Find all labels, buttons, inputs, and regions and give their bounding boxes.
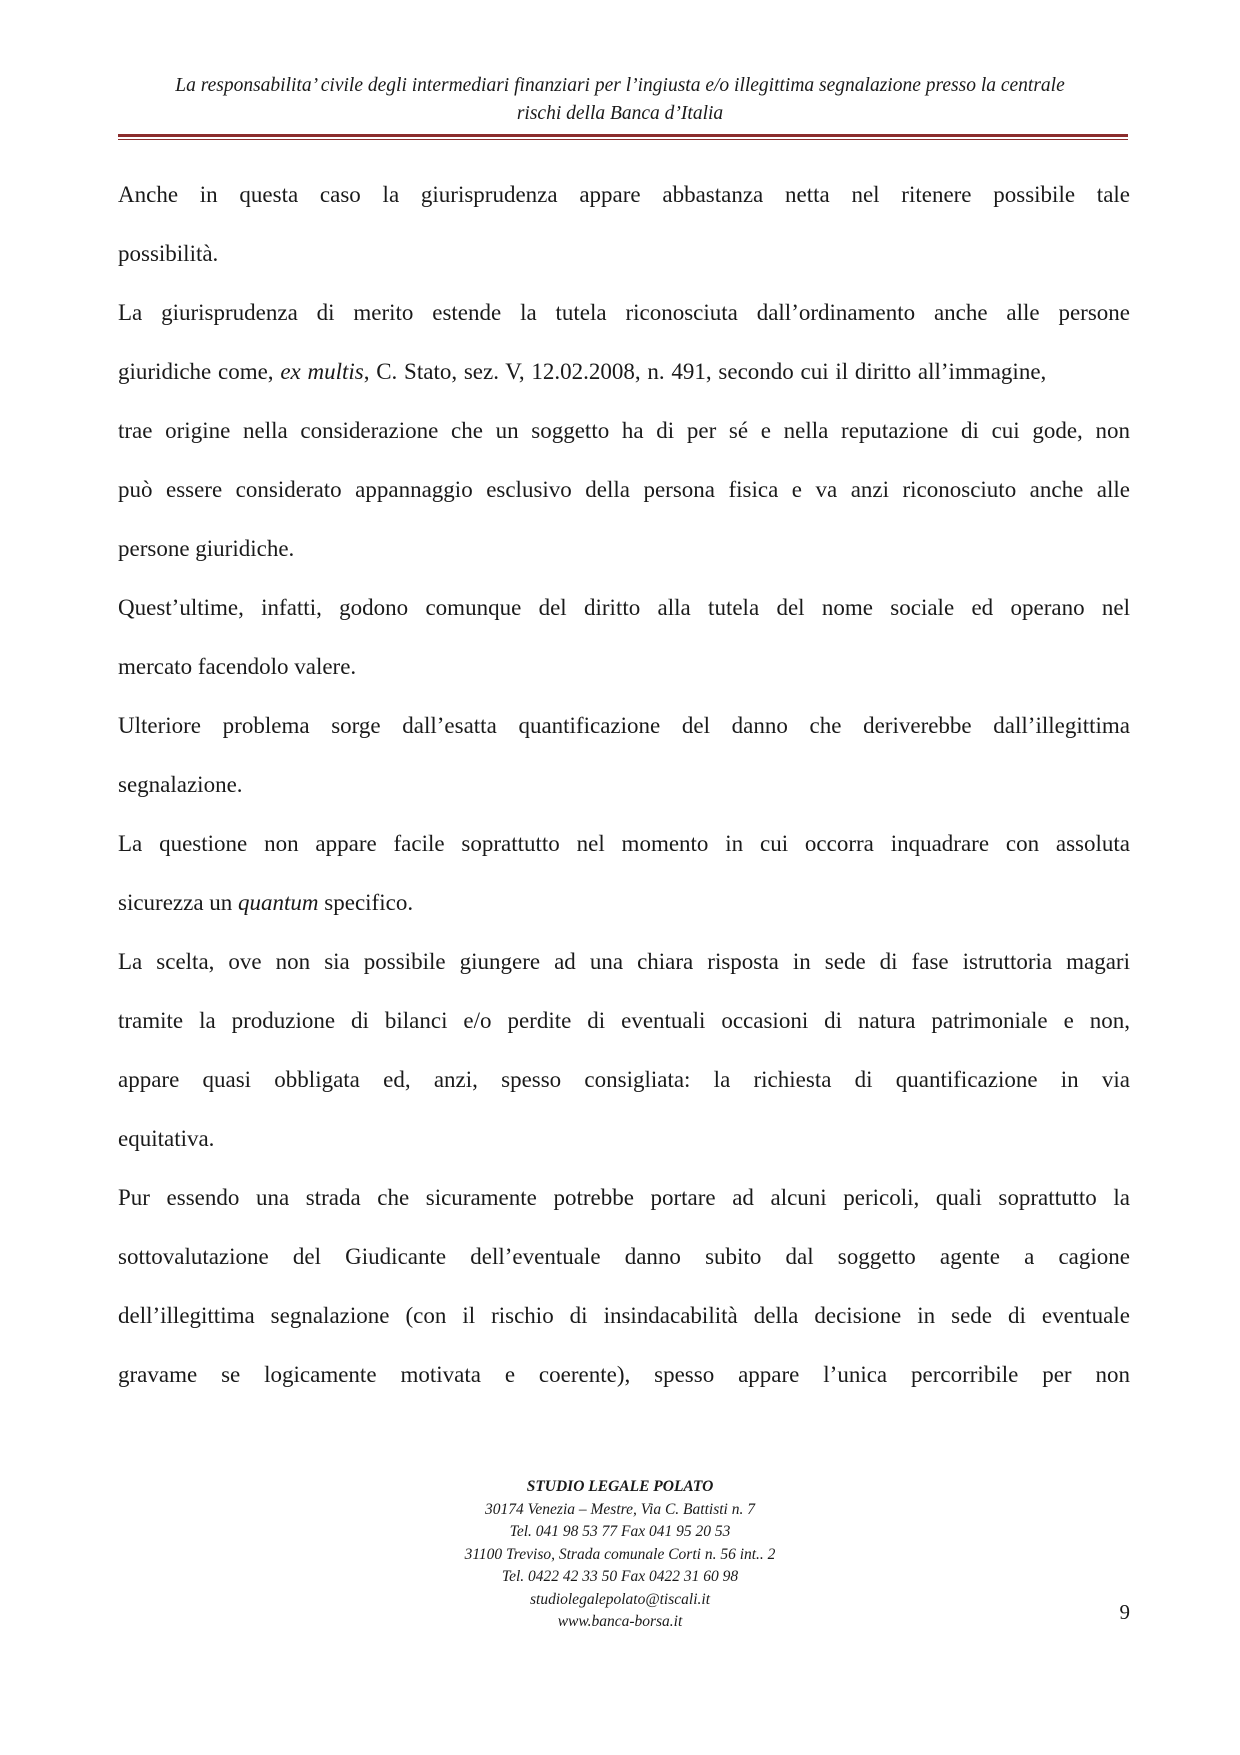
text-line: equitativa. xyxy=(118,1126,215,1151)
text-line: Anche in questa caso la giurisprudenza appare abbastanza netta nel ritenere possibile tale xyxy=(118,182,1130,207)
text-line: dell’illegittima segnalazione (con il rischio di insindacabilità della decisione in sede di eventuale xyxy=(118,1303,1130,1328)
header-title-line-2: rischi della Banca d’Italia xyxy=(516,103,724,124)
address-treviso: 31100 Treviso, Strada comunale Corti n. 56 int.. 2 xyxy=(464,1545,776,1563)
text-fragment: specifico. xyxy=(318,890,414,915)
text-line: segnalazione. xyxy=(118,772,243,797)
text-line: La giurisprudenza di merito estende la tutela riconosciuta dall’ordinamento anche alle persone xyxy=(118,300,1130,325)
text-line: La questione non appare facile soprattutto nel momento in cui occorra inquadrare con assoluta xyxy=(118,831,1130,856)
text-line xyxy=(118,873,1130,932)
text-line: persone giuridiche. xyxy=(118,536,295,561)
phone-treviso: Tel. 0422 42 33 50 Fax 0422 31 60 98 xyxy=(501,1568,739,1585)
text-line: Ulteriore problema sorge dall’esatta quantificazione del danno che deriverebbe dall’illegittima xyxy=(118,713,1130,738)
email-address: studiolegalepolato@tiscali.it xyxy=(529,1590,710,1608)
website: www.banca-borsa.it xyxy=(557,1613,683,1630)
text-line: può essere considerato appannaggio esclusivo della persona fisica e va anzi riconosciuto anche alle xyxy=(118,477,1130,502)
text-line: mercato facendolo valere. xyxy=(118,654,357,679)
header-rule-thick xyxy=(118,134,1128,137)
text-fragment: sicurezza un xyxy=(118,890,239,915)
text-line xyxy=(118,342,1130,401)
latin-phrase: ex multis xyxy=(280,359,364,384)
body-text xyxy=(118,165,1130,1404)
page-number: 9 xyxy=(1119,1600,1130,1624)
page-footer xyxy=(360,1476,880,1634)
text-line: La scelta, ove non sia possibile giungere ad una chiara risposta in sede di fase istruttoria magari xyxy=(118,949,1130,974)
address-venezia: 30174 Venezia – Mestre, Via C. Battisti n. 7 xyxy=(485,1500,755,1518)
text-fragment: , C. Stato, sez. V, 12.02.2008, n. 491, secondo cui il diritto all’immagine, xyxy=(363,359,1047,384)
text-fragment: giuridiche come, xyxy=(118,359,281,384)
phone-venezia: Tel. 041 98 53 77 Fax 041 95 20 53 xyxy=(509,1523,731,1540)
running-header xyxy=(110,72,1130,128)
latin-phrase: quantum xyxy=(238,890,319,915)
firm-name: STUDIO LEGALE POLATO xyxy=(526,1478,714,1495)
text-line: gravame se logicamente motivata e coerente), spesso appare l’unica percorribile per non xyxy=(118,1362,1130,1387)
text-line: appare quasi obbligata ed, anzi, spesso consigliata: la richiesta di quantificazione in via xyxy=(118,1067,1130,1092)
text-line: trae origine nella considerazione che un soggetto ha di per sé e nella reputazione di cui gode, non xyxy=(118,418,1130,443)
header-title-line-1: La responsabilita’ civile degli intermediari finanziari per l’ingiusta e/o illegittima segnalazione presso la centrale xyxy=(175,75,1065,96)
text-line: possibilità. xyxy=(118,241,219,266)
text-line: Pur essendo una strada che sicuramente potrebbe portare ad alcuni pericoli, quali soprattutto la xyxy=(118,1185,1130,1210)
text-line: Quest’ultime, infatti, godono comunque del diritto alla tutela del nome sociale ed operano nel xyxy=(118,595,1130,620)
text-line: sottovalutazione del Giudicante dell’eventuale danno subito dal soggetto agente a cagione xyxy=(118,1244,1130,1269)
text-line: tramite la produzione di bilanci e/o perdite di eventuali occasioni di natura patrimoniale e non, xyxy=(118,1008,1130,1033)
header-rule-thin xyxy=(118,139,1128,140)
